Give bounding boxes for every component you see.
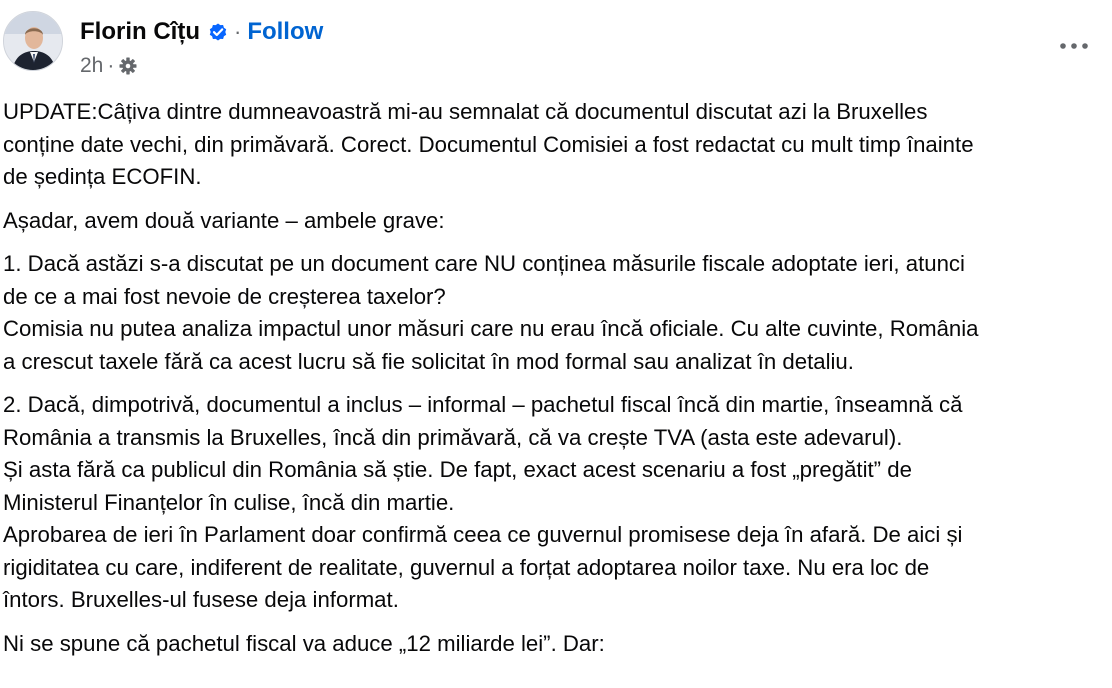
post-text-line: de ședința ECOFIN. [3,164,202,189]
header-separator: · [233,19,242,44]
meta-separator: · [107,54,115,77]
post-paragraph [3,96,1103,194]
more-options-button[interactable] [1054,26,1094,66]
avatar-image [4,12,63,71]
post-text-line: întors. Bruxelles-ul fusese deja informat. [3,587,399,612]
post-text-line: de ce a mai fost nevoie de creșterea taxelor? [3,283,446,309]
post-timestamp[interactable]: 2h [80,54,104,77]
author-row [80,16,323,48]
more-options-icon [1059,42,1089,50]
gear-icon[interactable] [118,56,138,76]
post-paragraph [3,248,1103,378]
post-paragraph [3,205,1103,238]
post-text-line: Și asta fără ca publicul din România să știe. De fapt, exact acest scenariu a fost „pregătit” de [3,457,912,482]
post-text-line: Comisia nu putea analiza impactul unor măsuri care nu erau încă oficiale. Cu alte cuvinte, România [3,316,979,341]
post-paragraph [3,389,1103,617]
post-paragraph [3,628,1103,661]
post-text-line: 2. Dacă, dimpotrivă, documentul a inclus – informal – pachetul fiscal încă din martie, înseamnă că [3,392,963,417]
post-text-line: România a transmis la Bruxelles, încă din primăvară, că va crește TVA (asta este adevarul). [3,424,903,450]
post-text-line: 1. Dacă astăzi s-a discutat pe un document care NU conținea măsurile fiscale adoptate ieri, atunci [3,251,965,276]
post-meta [80,52,138,80]
post-text [3,96,1103,671]
post-text-line: a crescut taxele fără ca acest lucru să fie solicitat în mod formal sau analizat în detaliu. [3,348,854,374]
author-avatar[interactable] [3,11,63,71]
post-text-line: Ni se spune că pachetul fiscal va aduce „12 miliarde lei”. Dar: [3,630,605,656]
author-name[interactable]: Florin Cîțu [80,18,200,45]
post-text-line: Ministerul Finanțelor în culise, încă din martie. [3,489,455,515]
post-text-line: rigiditatea cu care, indiferent de realitate, guvernul a forțat adoptarea noilor taxe. Nu era loc de [3,554,930,580]
follow-button[interactable]: Follow [247,18,324,45]
post-text-line: conține date vechi, din primăvară. Corect. Documentul Comisiei a fost redactat cu mult timp înainte [3,131,974,157]
post-text-line: UPDATE:Câțiva dintre dumneavoastră mi-au semnalat că documentul discutat azi la Bruxelles [3,99,928,124]
verified-badge-icon [208,22,228,42]
post-text-line: Aprobarea de ieri în Parlament doar confirmă ceea ce guvernul promisese deja în afară. De aici și [3,522,963,547]
post-text-line: Așadar, avem două variante – ambele grave: [3,207,445,233]
post-header [0,0,1112,90]
